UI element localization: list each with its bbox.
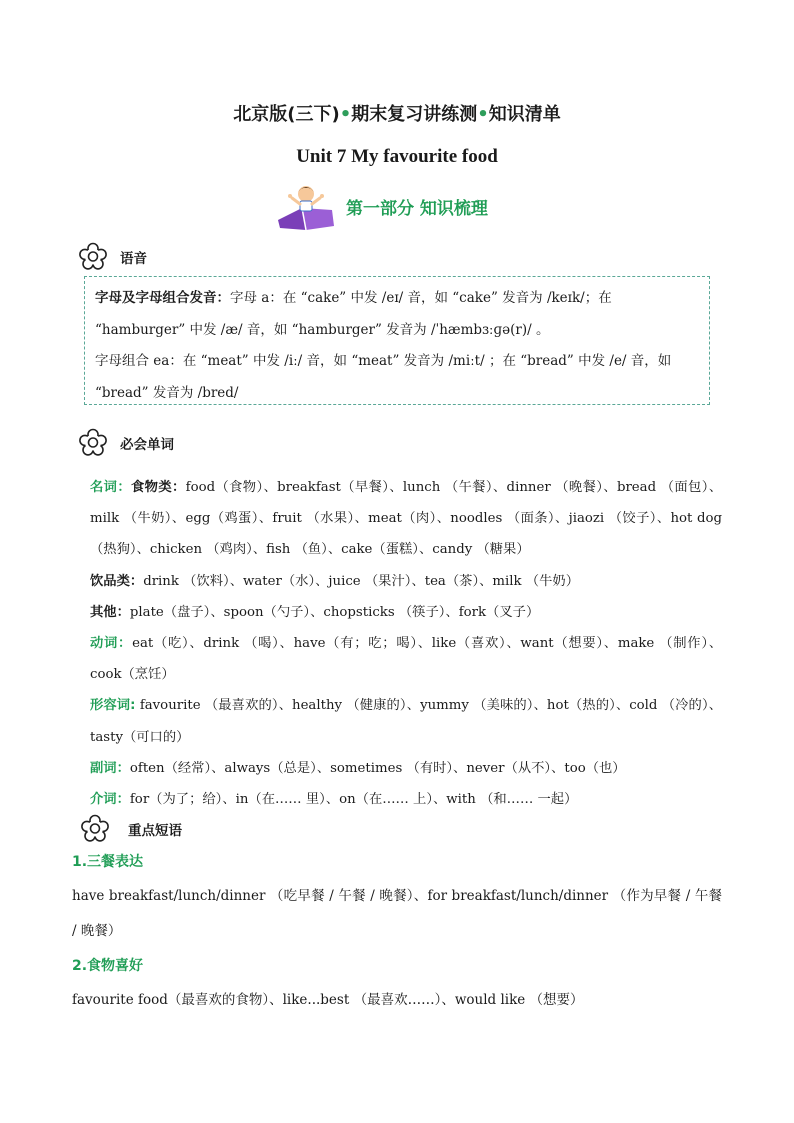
food-label: 食物类：: [131, 480, 186, 495]
title-dot: •: [477, 104, 489, 125]
adj-items: favourite （最喜欢的）、healthy （健康的）、yummy （美味的）、hot（热的）、cold （冷的）、tasty（可口的）: [90, 698, 722, 745]
document-title: [0, 100, 794, 126]
flower-icon: [80, 814, 110, 844]
flower-icon: [78, 428, 108, 458]
phonics-line-2: 字母组合 ea：在 “meat” 中发 /iː/ 音，如 “meat” 发音为 /miːt/ ；在 “bread” 中发 /e/ 音，如 “bread” 发音为 /bred/: [95, 353, 672, 401]
adj-label: 形容词:: [90, 698, 136, 714]
vocab-verbs: [90, 628, 722, 690]
section-title: 必会单词: [120, 437, 174, 453]
vocab-prepositions: [90, 784, 722, 815]
adv-items: often（经常）、always（总是）、sometimes （有时）、never（从不）、too（也）: [129, 760, 626, 776]
vocab-list: [90, 472, 722, 815]
drink-items: drink （饮料）、water（水）、juice （果汁）、tea（茶）、milk （牛奶）: [143, 573, 579, 589]
phonics-paragraph-1: [95, 283, 699, 346]
part-title: 第一部分 知识梳理: [346, 199, 488, 219]
phonics-box: [84, 276, 710, 405]
prep-items: for（为了；给）、in（在…… 里）、on（在…… 上）、with （和…… 一起）: [129, 792, 578, 808]
reading-boy-icon: [272, 180, 342, 232]
title-part-a: 北京版(三下): [233, 104, 340, 125]
flower-icon: [78, 242, 108, 272]
other-label: 其他：: [90, 604, 130, 620]
unit-title: Unit 7 My favourite food: [296, 146, 498, 167]
phrase-text-meals: have breakfast/lunch/dinner （吃早餐 / 午餐 / 晚餐）、for breakfast/lunch/dinner （作为早餐 / 午餐 / 晚餐）: [72, 888, 722, 939]
section-title: 语音: [120, 251, 147, 267]
section-title: 重点短语: [128, 823, 182, 839]
vocab-adverbs: [90, 753, 722, 784]
title-dot: •: [339, 104, 352, 125]
vocab-nouns-food: [90, 472, 722, 566]
vocab-drinks: [90, 566, 722, 597]
phrase-subtitle-preferences: 2.食物喜好: [72, 958, 144, 974]
title-part-b: 期末复习讲练测: [351, 104, 478, 125]
vocab-others: [90, 597, 722, 628]
verb-items: eat（吃）、drink （喝）、have（有；吃；喝）、like（喜欢）、want（想要）、make （制作）、cook（烹饪）: [90, 636, 723, 683]
prep-label: 介词：: [90, 792, 130, 808]
phonics-label: 字母及字母组合发音：: [95, 290, 230, 306]
vocab-adjectives: [90, 690, 722, 752]
adv-label: 副词：: [90, 760, 130, 776]
verb-label: 动词：: [90, 636, 133, 652]
drink-label: 饮品类：: [90, 573, 144, 589]
other-items: plate（盘子）、spoon（勺子）、chopsticks （筷子）、fork（叉子）: [129, 604, 540, 620]
part-heading: [272, 180, 532, 232]
noun-label: 名词：: [90, 480, 131, 495]
phrase-text-preferences: favourite food（最喜欢的食物）、like...best （最喜欢……）、would like （想要）: [72, 992, 584, 1008]
food-items: food（食物）、breakfast（早餐）、lunch （午餐）、dinner （晚餐）、bread （面包）、milk （牛奶）、egg（鸡蛋）、fruit （水果）、meat（肉）、noodles （面条）、jiaozi （饺子）、hot dog（热狗）、chicken （鸡肉）、fish （鱼）、cake（蛋糕）、candy （糖果）: [90, 480, 723, 558]
phonics-line-1: 字母 a：在 “cake” 中发 /eɪ/ 音，如 “cake” 发音为 /keɪk/；在 “hamburger” 中发 /æ/ 音，如 “hamburger” 发音为 /ˈhæmbɜːɡə(r)/ 。: [95, 290, 612, 338]
title-part-c: 知识清单: [488, 104, 561, 125]
phrase-subtitle-meals: 1.三餐表达: [72, 854, 144, 870]
